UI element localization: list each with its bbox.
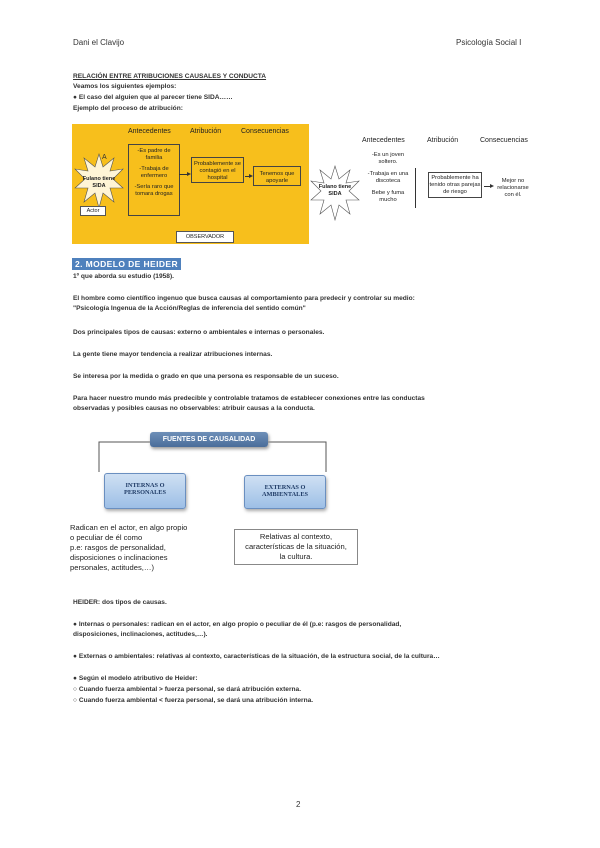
- internal-line-4: disposiciones o inclinaciones: [70, 553, 168, 562]
- d1-antecedent-2: -Trabaja de enfermero: [139, 166, 169, 179]
- sub-bullet-internal: ○ Cuando fuerza ambiental < fuerza personal, se dará una atribución interna.: [73, 697, 314, 704]
- causality-title: FUENTES DE CAUSALIDAD: [150, 432, 268, 447]
- external-causes-box: EXTERNAS O AMBIENTALES: [244, 475, 326, 509]
- d1-header-atribucion: Atribución: [190, 128, 222, 135]
- sub-bullet-external: ○ Cuando fuerza ambiental > fuerza personal, se dará atribución externa.: [73, 686, 302, 693]
- d1-observer-box: OBSERVADOR: [176, 231, 234, 243]
- attribution-diagram-alternative: [310, 124, 529, 244]
- bullet-example: ● El caso del alguien que al parecer tiene SIDA……: [73, 94, 233, 101]
- external-line-2: características de la situación,: [245, 542, 347, 551]
- internal-causes-box: INTERNAS O PERSONALES: [104, 473, 186, 509]
- heider-p4: La gente tiene mayor tendencia a realizar atribuciones internas.: [73, 351, 273, 358]
- bullet-external: ● Externas o ambientales: relativas al contexto, características de la situación, de la estructura social, de la cultura…: [73, 653, 440, 660]
- d2-consequence-text: Mejor no relacionarse con él.: [497, 178, 529, 198]
- heider-types-title: HEIDER: dos tipos de causas.: [73, 599, 167, 606]
- section-heading-heider: 2. MODELO DE HEIDER: [72, 258, 181, 270]
- d2-attribution-box: Probablemente ha tenido otras parejas de riesgo: [428, 172, 482, 198]
- page-number: 2: [296, 800, 301, 809]
- d1-antecedent-3: -Sería raro que tomara drogas: [134, 184, 174, 197]
- header-author: Dani el Clavijo: [73, 38, 125, 47]
- d2-antecedent-1: -Es un joven soltero.: [371, 152, 405, 165]
- internal-line-1: Radican en el actor, en algo propio: [70, 523, 188, 532]
- heider-p5: Se interesa por la medida o grado en que una persona es responsable de un suceso.: [73, 373, 339, 380]
- header-subject: Psicología Social I: [456, 38, 522, 47]
- section-title: RELACIÓN ENTRE ATRIBUCIONES CAUSALES Y CONDUCTA: [73, 73, 267, 80]
- heider-p6b: observadas y posibles causas no observables: atribuir causas a la conducta.: [73, 405, 315, 412]
- bullet-model: ● Según el modelo atributivo de Heider:: [73, 675, 198, 682]
- d1-attribution-box: Probablemente se contagió en el hospital: [191, 157, 244, 183]
- bullet-internal-b: disposiciones, inclinaciones, actitudes,…).: [73, 631, 208, 638]
- d2-antecedent-2: -Trabaja en una discoteca: [367, 171, 409, 184]
- d2-antecedents-box: [366, 152, 410, 217]
- internal-line-2: o peculiar de él como: [70, 533, 143, 542]
- d1-arrow-2: [245, 176, 251, 177]
- heider-p6a: Para hacer nuestro mundo más predecible y controlable tratamos de establecer conexiones entre las conductas: [73, 395, 425, 402]
- d1-header-consecuencias: Consecuencias: [241, 128, 289, 135]
- d1-actor-box: Actor: [80, 206, 106, 216]
- d1-header-antecedentes: Antecedentes: [128, 128, 171, 135]
- external-description: [234, 529, 358, 565]
- causality-sources-diagram: [70, 430, 360, 580]
- internal-line-5: personales, actitudes,…): [70, 563, 154, 572]
- d2-divider: [415, 168, 416, 208]
- heider-p1: 1º que aborda su estudio (1958).: [73, 273, 174, 280]
- external-line-3: la cultura.: [279, 552, 313, 561]
- d2-arrow: [484, 186, 492, 187]
- attribution-diagram-observer: [72, 124, 309, 244]
- heider-p2b: "Psicología Ingenua de la Acción/Reglas de inferencia del sentido común": [73, 305, 306, 312]
- d2-header-consecuencias: Consecuencias: [480, 137, 528, 144]
- d1-star-letter: A: [102, 154, 107, 161]
- external-line-1: Relativas al contexto,: [259, 532, 333, 541]
- internal-description: [66, 521, 226, 579]
- d2-star-label: Fulano tiene SIDA: [318, 184, 352, 197]
- d2-antecedent-3: Bebe y fuma mucho: [371, 190, 405, 203]
- heider-p2a: El hombre como científico ingenuo que busca causas al comportamiento para predecir y controlar su medio:: [73, 295, 415, 302]
- heider-p3: Dos principales tipos de causas: externo o ambientales e internas o personales.: [73, 329, 325, 336]
- d1-arrow-1: [179, 174, 189, 175]
- example-label: Ejemplo del proceso de atribución:: [73, 105, 183, 112]
- d2-header-atribucion: Atribución: [427, 137, 459, 144]
- internal-line-3: p.e: rasgos de personalidad,: [70, 543, 166, 552]
- d1-star-label: Fulano tiene SIDA: [82, 176, 116, 189]
- d2-header-antecedentes: Antecedentes: [362, 137, 405, 144]
- d1-antecedent-1: -Es padre de familia: [137, 148, 171, 161]
- d1-antecedents-box: [128, 144, 180, 216]
- intro-text: Veamos los siguientes ejemplos:: [73, 83, 177, 90]
- d1-consequence-box: Tenemos que apoyarle: [253, 166, 301, 186]
- bullet-internal-a: ● Internas o personales: radican en el actor, en algo propio o peculiar de él (p.e: rasgos de personalidad,: [73, 621, 402, 628]
